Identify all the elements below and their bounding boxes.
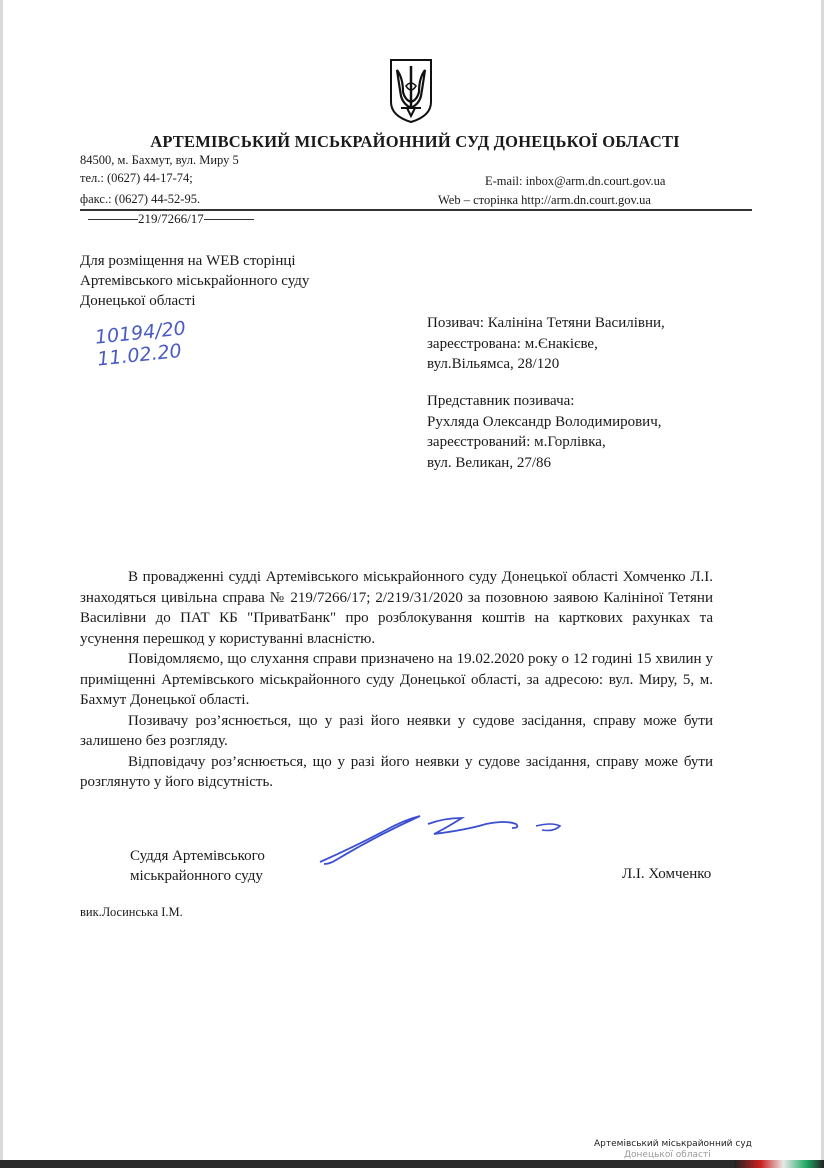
stamp-line: Артемівський міськрайонний суд [594,1139,752,1149]
handwritten-reg-date: 11.02.20 [96,339,183,371]
handwritten-reg-number: 10194/20 [93,317,187,349]
representative-name: Рухляда Олександр Володимирович, [427,413,662,430]
body-paragraph: Повідомляємо, що слухання справи призначено на 19.02.2020 року о 12 годині 15 хвилин у приміщенні Артемівського міськрайонного суду Донецької області, за адресою: вул. Миру, 5, м. Бахмут Донецької області. [80,651,713,708]
body-paragraph: В провадженні судді Артемівського міськрайонного суду Донецької області Хомченко Л.І. знаходяться цивільна справа № 219/7266/17; 2/219/31/2020 за позовною заявою Калініної Тетяни Василівни до ПАТ КБ "ПриватБанк" про розблокування коштів на карткових рахунках та усунення перешкод у користуванні власністю. [80,569,713,647]
plaintiff-name: Позивач: Калініна Тетяни Василівни, [427,315,665,331]
executor-note: вик.Лосинська І.М. [80,905,183,919]
publication-note-line: Донецької області [80,293,196,309]
page-edge-left [0,0,3,1168]
court-email: E-mail: inbox@arm.dn.court.gov.ua [485,174,666,188]
signatory-title-line: міськрайонного суду [130,868,263,884]
judge-name: Л.І. Хомченко [622,866,712,882]
court-name: АРТЕМІВСЬКИЙ МІСЬКРАЙОННИЙ СУД ДОНЕЦЬКОЇ ОБЛАСТІ [150,132,680,151]
coat-of-arms-icon [389,58,433,124]
scan-bottom-edge [0,1160,824,1168]
case-number-field [88,211,254,227]
stamp-line: Донецької області [624,1150,711,1160]
case-number: 219/7266/17 [138,211,204,226]
representative-label: Представник позивача: [427,393,575,409]
underline-left [88,219,138,220]
plaintiff-block [427,313,665,375]
court-fax: факс.: (0627) 44-52-95. [80,192,201,206]
plaintiff-address: вул.Вільямса, 28/120 [427,356,560,372]
representative-block [427,391,662,473]
body-paragraph: Позивачу роз’яснюється, що у разі його неявки у судове засідання, справу може бути залишено без розгляду. [80,712,713,749]
court-stamp [594,1139,752,1161]
plaintiff-registration: зареєстрована: м.Єнакієве, [427,335,598,352]
scan-color-edge [734,1160,824,1168]
court-name-heading [0,132,824,152]
court-address: 84500, м. Бахмут, вул. Миру 5 [80,153,239,167]
representative-registration: зареєстрований: м.Горлівка, [427,434,606,450]
representative-address: вул. Великан, 27/86 [427,454,551,471]
body-paragraph: Відповідачу роз’яснюється, що у разі його неявки у судове засідання, справу може бути розглянуто у його відсутність. [80,753,713,790]
signatory-title-line: Суддя Артемівського [130,848,265,864]
court-website: Web – сторінка http://arm.dn.court.gov.ua [438,193,651,207]
publication-note-line: Для розміщення на WEB сторінці [80,253,296,269]
publication-note-line: Артемівського міськрайонного суду [80,273,310,289]
publication-note [80,251,309,311]
signature-icon [316,806,566,868]
court-phone: тел.: (0627) 44-17-74; [80,171,193,185]
underline-right [204,219,254,220]
signatory-title [130,846,265,886]
notice-body [80,567,713,793]
handwritten-registration [94,317,189,370]
